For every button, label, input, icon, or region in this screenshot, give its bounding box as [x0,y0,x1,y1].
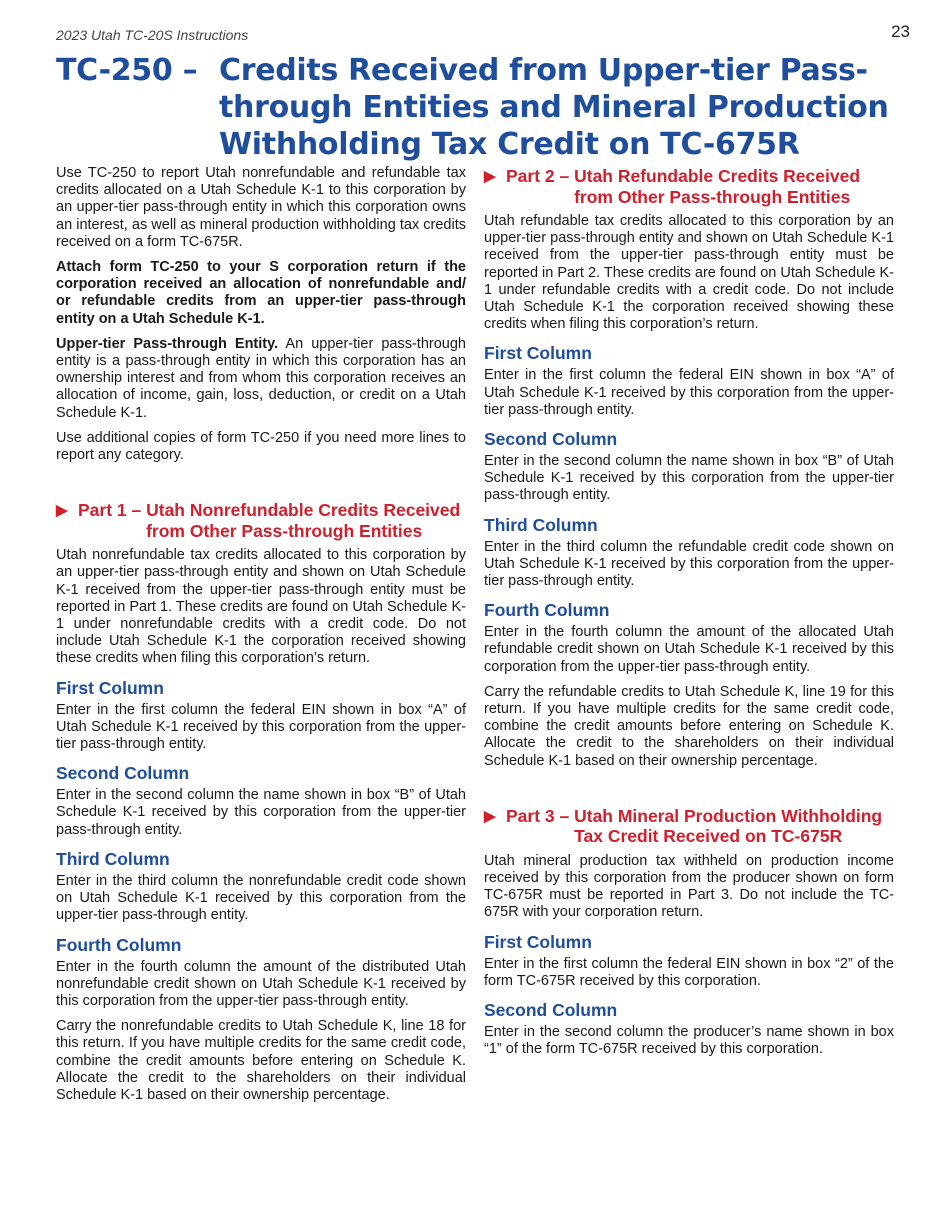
upper-tier-definition: An upper-tier pass-through entity is a pass-through entity in which this corporation has an ownership interest and from whom this corporation receives an allocation of income, gain, loss, deduction, or credit on a Utah Schedule K-1. [56,335,466,421]
part-3-heading [484,806,894,847]
part-1-body: Utah nonrefundable tax credits allocated to this corporation by an upper-tier pass-through entity and shown on Utah Schedule K-1 received from the upper-tier pass-through entity must be reported in Part 1. These credits are found on Utah Schedule K-1 under nonrefundable credits with a credit code. Do not include Utah Schedule K-1 the corporation received showing these credits when filing this corporation’s return. [56,547,467,667]
part-2-title: Utah Refundable Credits Received from Other Pass-through Entities [574,166,861,207]
right-column [484,166,894,1067]
attach-paragraph [56,259,466,328]
part-3-second-column-text: Enter in the second column the producer’s name shown in box “1” of the form TC-675R received by this corporation. [484,1024,894,1058]
page-number: 23 [891,22,910,41]
title-line-1: Credits Received from Upper-tier Pass- [219,53,868,88]
title-lead: TC-250 – [56,53,198,88]
running-header: 2023 Utah TC-20S Instructions [56,27,249,43]
upper-tier-term: Upper-tier Pass-through Entity. [56,335,279,352]
triangle-bullet-icon: ▶ [484,168,496,185]
part-2-third-column-text: Enter in the third column the refundable credit code shown on Utah Schedule K-1 received by this corporation from the upper-tier pass-through entity. [484,538,894,590]
part-1-fourth-column-text: Enter in the fourth column the amount of the distributed Utah nonrefundable credit shown on Utah Schedule K-1 received by this corporation from the upper-tier pass-through entity. [56,958,466,1009]
part-1-number: Part 1 – [78,500,147,521]
title-line-3: Withholding Tax Credit on TC-675R [219,127,800,162]
intro-paragraph: Use TC-250 to report Utah nonrefundable and refundable tax credits allocated on a Utah Schedule K-1 to this corporation by an upper-tier pass-through entity in which this corporation owns an interest, as well as mineral production withholding tax credits received on a form TC-675R. [56,165,466,250]
title-line-2: through Entities and Mineral Production [219,90,889,125]
part-2-third-column-heading: Third Column [484,514,598,535]
part-3-first-column-text: Enter in the first column the federal EIN shown in box “2” of the form TC-675R received by this corporation. [484,955,894,989]
part-1-first-column-text: Enter in the first column the federal EIN shown in box “A” of Utah Schedule K-1 received by this corporation from the upper-tier pass-through entity. [56,701,466,753]
left-column [56,165,466,1112]
part-2-fourth-column-heading: Fourth Column [484,600,610,621]
part-1-first-column-heading: First Column [56,677,164,698]
attach-text: Attach form TC-250 to your S corporation return if the corporation received an allocation of nonrefundable and/ or refundable credits from an upper-tier pass-through entity on a Utah Schedule K-1. [56,259,466,327]
part-2-fourth-column-text: Enter in the fourth column the amount of the allocated Utah refundable credit shown on Utah Schedule K-1 received by this corporation from the upper-tier pass-through entity. [484,624,894,675]
part-3-first-column-heading: First Column [484,931,592,952]
part-1-second-column-text: Enter in the second column the name shown in box “B” of Utah Schedule K-1 received by this corporation from the upper-tier pass-through entity. [56,787,466,838]
part-1-carry-text: Carry the nonrefundable credits to Utah Schedule K, line 18 for this return. If you have multiple credits for the same credit code, combine the credit amounts before entering on Schedule K. Allocate the credit to the shareholders on their individual Schedule K-1 based on their ownership percentage. [56,1018,466,1103]
part-1-title: Utah Nonrefundable Credits Received from Other Pass-through Entities [146,500,461,541]
part-1-third-column-text: Enter in the third column the nonrefundable credit code shown on Utah Schedule K-1 received by this corporation from the upper-tier pass-through entity. [56,872,466,924]
part-3-title: Utah Mineral Production Withholding Tax Credit Received on TC-675R [574,805,883,847]
upper-tier-paragraph [56,336,466,422]
part-3-body: Utah mineral production tax withheld on production income received by this corporation from the producer shown on form TC-675R must be reported in Part 3. Do not include the TC-675R with your corporation return. [484,852,894,921]
part-2-first-column-text: Enter in the first column the federal EIN shown in box “A” of Utah Schedule K-1 received by this corporation from the upper-tier pass-through entity. [484,367,894,418]
triangle-bullet-icon: ▶ [484,807,496,825]
part-1-heading [56,500,466,541]
part-2-carry-text: Carry the refundable credits to Utah Schedule K, line 19 for this return. If you have multiple credits for the same credit code, combine the credit amounts before entering on Schedule K. Allocate the credit to the shareholders on their individual Schedule K-1 based on their ownership percentage. [484,683,894,769]
triangle-bullet-icon: ▶ [56,502,68,520]
part-2-number: Part 2 – [506,166,575,186]
part-1-second-column-heading: Second Column [56,763,190,784]
part-2-first-column-heading: First Column [484,343,592,364]
part-3-number: Part 3 – [506,805,575,826]
additional-copies-paragraph: Use additional copies of form TC-250 if you need more lines to report any category. [56,429,466,464]
part-2-heading [484,166,894,207]
part-1-third-column-heading: Third Column [56,848,170,869]
part-2-body: Utah refundable tax credits allocated to this corporation by an upper-tier pass-through entity and shown on Utah Schedule K-1 received from the upper-tier pass-through entity must be reported in Part 2. These credits are found on Utah Schedule K-1 under refundable credits with a credit code. Do not include Utah Schedule K-1 the corporation received showing these credits when filing this corporation’s return. [484,213,895,333]
part-2-second-column-heading: Second Column [484,429,618,450]
part-2-second-column-text: Enter in the second column the name shown in box “B” of Utah Schedule K-1 received by this corporation from the upper-tier pass-through entity. [484,453,894,504]
part-1-fourth-column-heading: Fourth Column [56,934,182,955]
page-title [56,52,916,163]
part-3-second-column-heading: Second Column [484,1000,618,1021]
